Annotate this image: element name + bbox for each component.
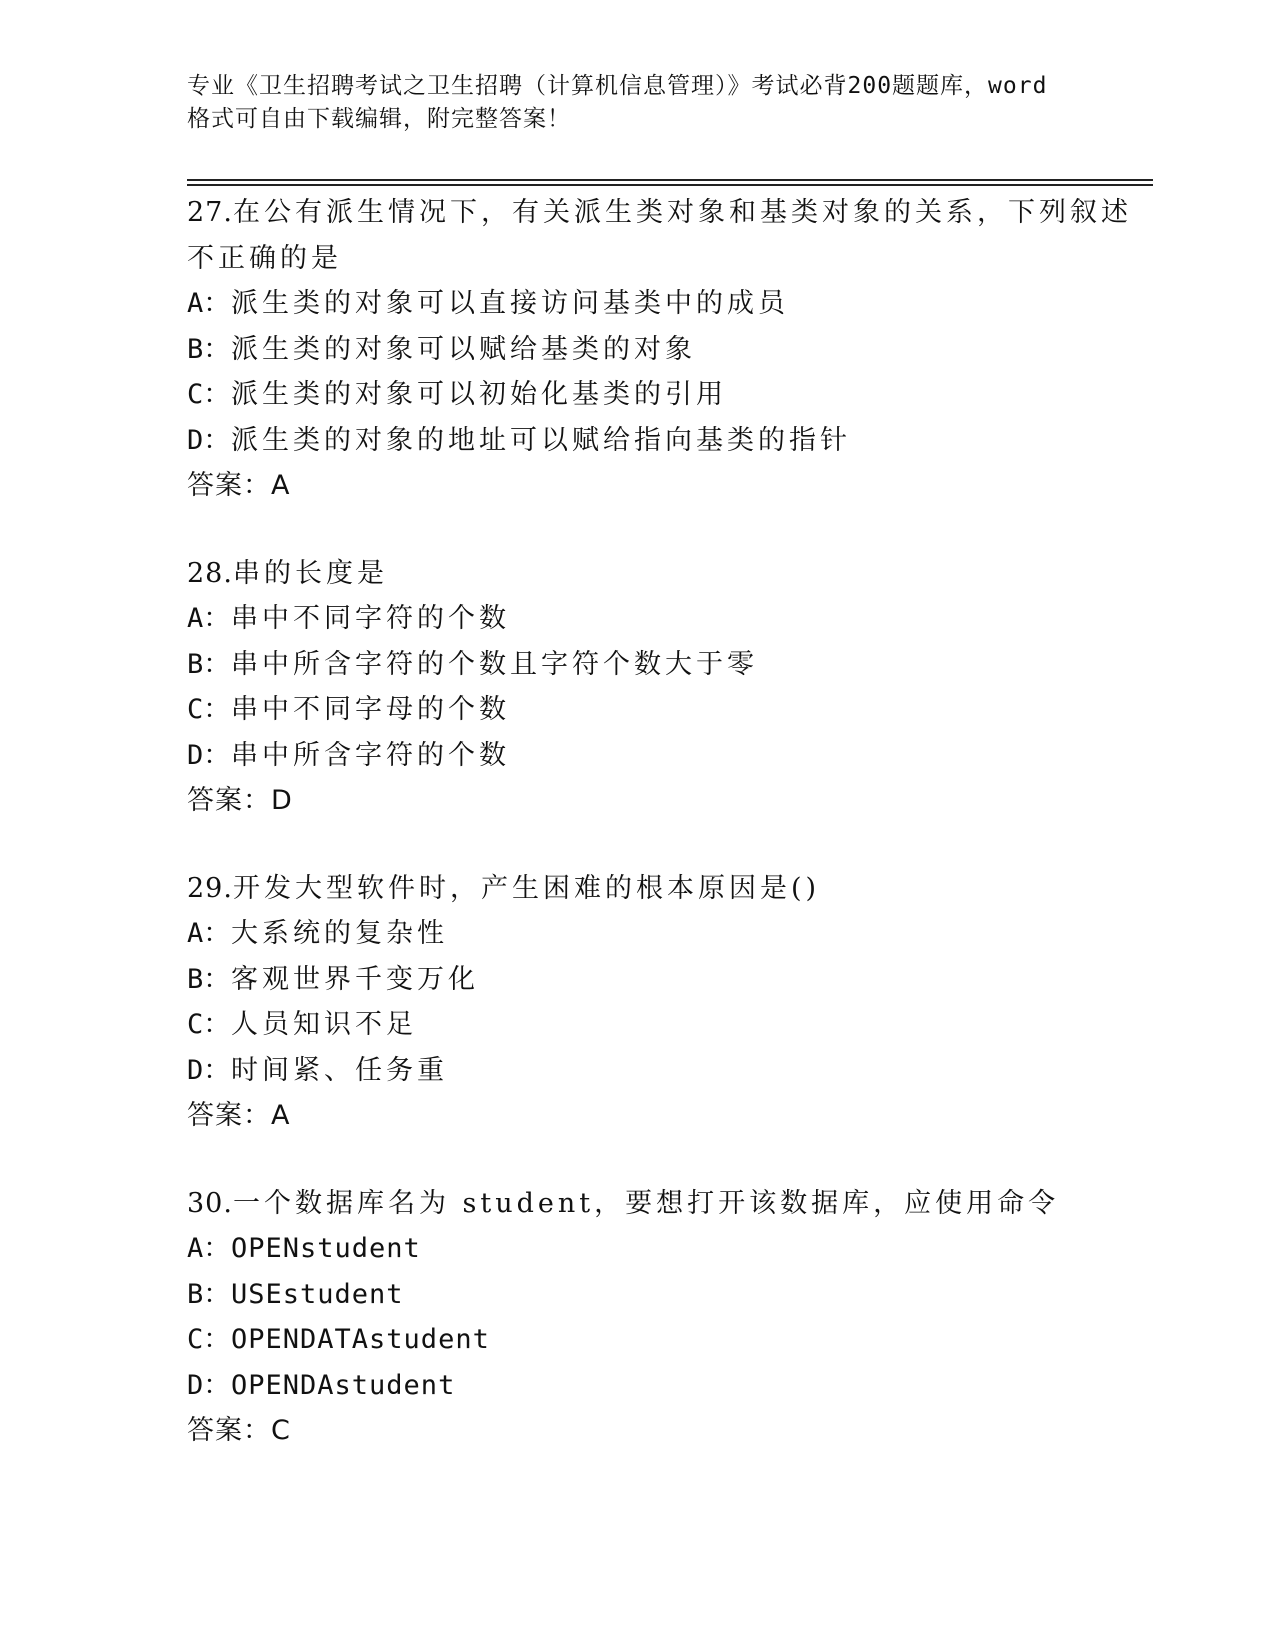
option-b [187,642,1147,688]
question-number: 27. [187,197,233,228]
option-text: 人员知识不足 [231,1009,417,1040]
option-d [187,733,1147,779]
option-letter: C： [187,1324,231,1355]
question-28 [187,551,1147,824]
option-a [187,911,1147,957]
option-text: 大系统的复杂性 [231,918,448,949]
question-stem-continued: 不正确的是 [187,242,342,274]
option-b [187,327,1147,373]
option-b [187,1272,1147,1318]
question-29 [187,866,1147,1139]
document-header [187,70,1087,136]
question-text: 开发大型软件时，产生困难的根本原因是() [232,872,821,904]
option-text: OPENstudent [231,1233,421,1264]
option-a [187,1226,1147,1272]
option-c [187,687,1147,733]
option-text: 串中不同字母的个数 [231,694,510,725]
option-text: 时间紧、任务重 [231,1054,448,1086]
option-c [187,372,1147,418]
question-text: 串的长度是 [232,557,388,589]
question-stem [187,190,1147,236]
header-divider-top [187,179,1153,181]
option-letter: C： [187,694,231,725]
question-30 [187,1181,1147,1454]
question-text: 一个数据库名为 student，要想打开该数据库，应使用命令 [232,1187,1060,1219]
answer-line: 答案：C [187,1415,291,1446]
option-letter: D： [187,1369,231,1401]
question-number: 28. [187,557,233,589]
option-letter: B： [187,648,231,680]
option-text: OPENDAstudent [231,1369,456,1401]
option-letter: D： [187,739,231,771]
option-text: 客观世界千变万化 [231,963,479,995]
option-letter: C： [187,379,231,410]
option-c [187,1002,1147,1048]
option-letter: D： [187,1054,231,1086]
option-text: 派生类的对象可以赋给基类的对象 [231,333,696,365]
option-text: 串中不同字符的个数 [231,603,510,634]
question-number: 30. [187,1187,233,1219]
option-letter: B： [187,963,231,995]
option-d [187,418,1147,464]
option-text: 派生类的对象可以直接访问基类中的成员 [231,288,789,319]
option-text: 串中所含字符的个数且字符个数大于零 [231,648,758,680]
option-d [187,1363,1147,1409]
question-number: 29. [187,872,233,904]
option-b [187,957,1147,1003]
answer-line: 答案：A [187,470,291,501]
option-a [187,596,1147,642]
question-27 [187,190,1147,509]
option-letter: B： [187,333,231,365]
option-text: USEstudent [231,1278,404,1310]
option-letter: C： [187,1009,231,1040]
option-letter: B： [187,1278,231,1310]
question-stem [187,551,1147,597]
option-text: 派生类的对象可以初始化基类的引用 [231,379,727,410]
question-list [187,190,1147,1496]
option-c [187,1317,1147,1363]
answer-line: 答案：A [187,1100,291,1131]
answer-line: 答案：D [187,785,293,816]
option-a [187,281,1147,327]
option-text: OPENDATAstudent [231,1324,490,1355]
option-text: 派生类的对象的地址可以赋给指向基类的指针 [231,424,851,456]
option-letter: A： [187,918,231,949]
question-text: 在公有派生情况下，有关派生类对象和基类对象的关系，下列叙述 [232,197,1132,228]
option-letter: A： [187,1233,231,1264]
question-stem [187,866,1147,912]
option-text: 串中所含字符的个数 [231,739,510,771]
option-letter: D： [187,424,231,456]
question-stem [187,1181,1147,1227]
header-line-1: 专业《卫生招聘考试之卫生招聘（计算机信息管理）》考试必背200题题库，word [187,73,1048,99]
option-d [187,1048,1147,1094]
option-letter: A： [187,603,231,634]
header-line-2: 格式可自由下载编辑，附完整答案！ [187,106,571,132]
option-letter: A： [187,288,231,319]
header-divider-bottom [187,184,1153,186]
